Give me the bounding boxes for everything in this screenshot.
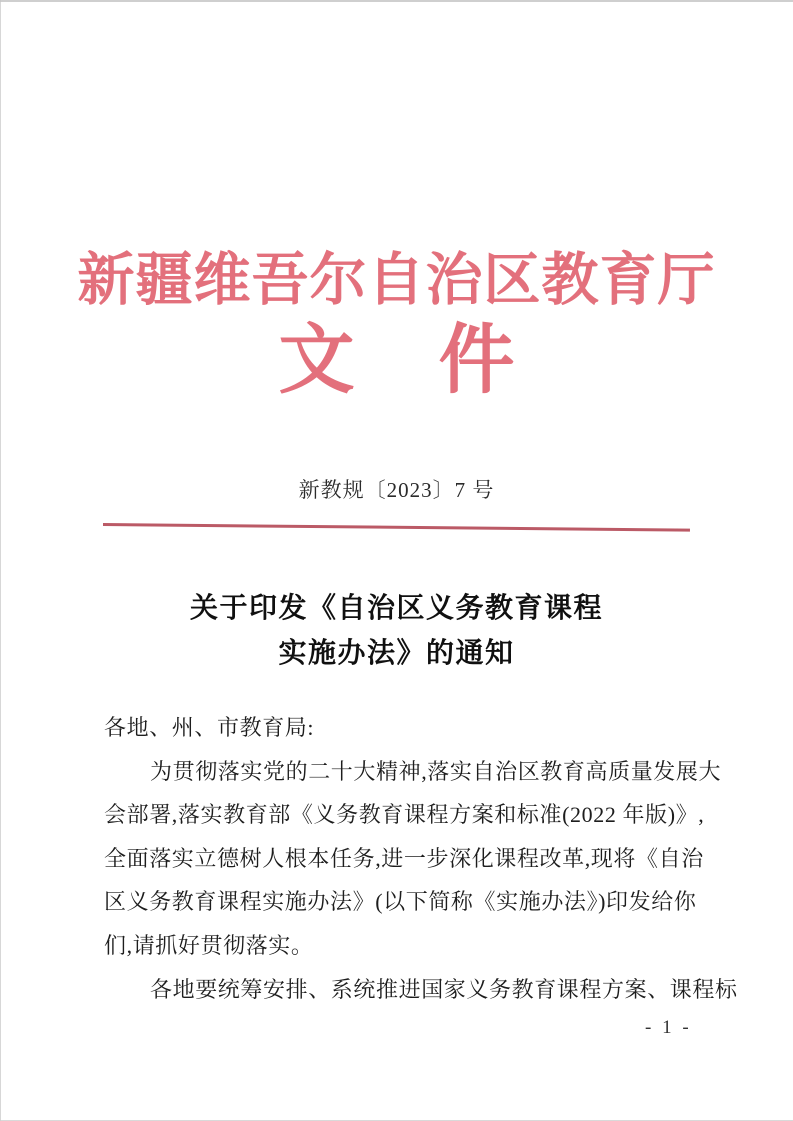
document-title — [0, 586, 793, 676]
doc-type-char-wen: 文 — [278, 319, 355, 403]
body-line: 会部署,落实教育部《义务教育课程方案和标准(2022 年版)》, — [104, 802, 705, 828]
body-line: 区义务教育课程实施办法》(以下简称《实施办法》)印发给你 — [104, 889, 697, 915]
letterhead-doc-type — [0, 320, 793, 404]
document-body — [104, 706, 738, 1011]
letterhead-agency-name: 新疆维吾尔自治区教育厅 — [77, 249, 716, 312]
scan-edge-left — [0, 0, 1, 1121]
document-number: 新教规〔2023〕7 号 — [298, 478, 495, 502]
page-number: - 1 - — [645, 1017, 692, 1038]
body-salutation: 各地、州、市教育局: — [104, 715, 315, 740]
body-line: 全面落实立德树人根本任务,进一步深化课程改革,现将《自治 — [104, 845, 704, 871]
doc-type-char-jian: 件 — [438, 319, 515, 403]
document-title-line1: 关于印发《自治区义务教育课程 — [189, 593, 603, 624]
body-line: 们,请抓好贯彻落实。 — [104, 932, 314, 958]
body-line: 各地要统筹安排、系统推进国家义务教育课程方案、课程标 — [150, 976, 738, 1002]
body-line: 为贯彻落实党的二十大精神,落实自治区教育高质量发展大 — [150, 758, 722, 784]
scan-edge-top — [0, 0, 793, 2]
letterhead-red-rule — [103, 523, 690, 532]
document-title-line2: 实施办法》的通知 — [278, 638, 515, 669]
